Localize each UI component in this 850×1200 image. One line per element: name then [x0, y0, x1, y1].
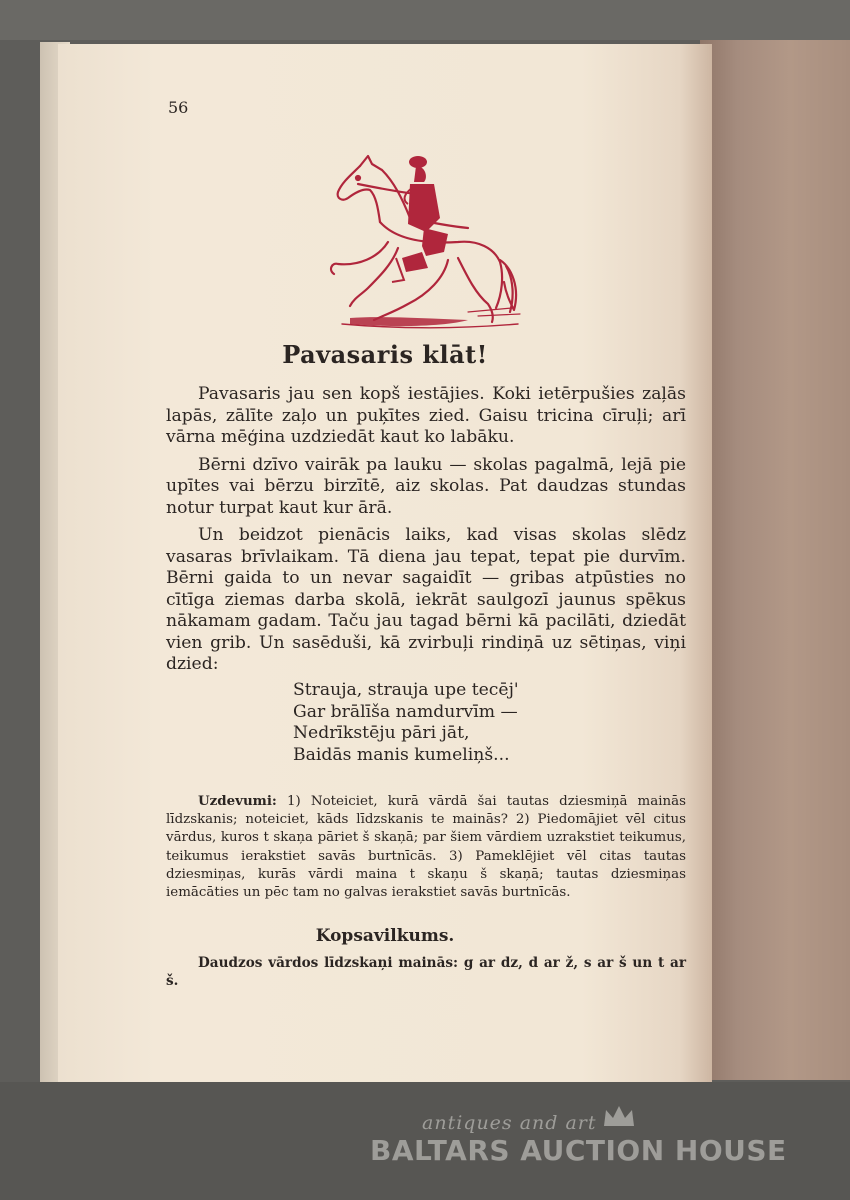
page-number: 56	[168, 98, 189, 117]
paragraph: Un beidzot pienācis laiks, kad visas skolas slēdz vasaras brīvlaikam. Tā diena jau tepat, tepat pie durvīm. Bērni gaida to un nevar sagaidīt — gribas atpūsties no cītīga ziemas darba skolā, iekrāt saulgozī jaunus spēkus nākamam gadam. Taču jau tagad bērni kā pacilāti, dziedāt vien grib. Un sasēduši, kā zvirbuļi rindiņā uz sētiņas, viņi dzied:	[166, 525, 686, 674]
verse-line: Gar brālīša namdurvīm —	[293, 701, 518, 722]
verse-line: Baidās manis kumeliņš...	[293, 744, 510, 765]
paragraph: Pavasaris jau sen kopš iestājies. Koki ietērpušies zaļās lapās, zālīte zaļo un puķītes zied. Gaisu tricina cīruļi; arī vārna mēģina uzdziedāt kaut ko labāku.	[166, 384, 686, 447]
page-title: Pavasaris klāt!	[282, 340, 488, 369]
auction-watermark	[370, 1112, 790, 1172]
horse-rider-illustration	[298, 148, 538, 338]
paragraph: Bērni dzīvo vairāk pa lauku — skolas pagalmā, lejā pie upītes vai bērzu birzītē, aiz skolas. Pat daudzas stundas notur turpat kaut kur ārā.	[166, 454, 686, 518]
next-page-edge	[700, 40, 850, 1080]
main-text	[166, 384, 686, 682]
scan-background-top	[0, 0, 850, 40]
exercises	[166, 792, 686, 902]
crown-icon	[602, 1104, 636, 1128]
watermark-brand: BALTARS AUCTION HOUSE	[370, 1134, 787, 1167]
summary-text: Daudzos vārdos līdzskaņi mainās: g ar dz, d ar ž, s ar š un t ar š.	[166, 955, 686, 990]
book-page	[58, 44, 712, 1082]
verse-line: Strauja, strauja upe tecēj'	[293, 680, 519, 700]
verse-line: Nedrīkstēju pāri jāt,	[293, 723, 470, 743]
exercises-label: Uzdevumi:	[198, 793, 277, 809]
folk-song-verse	[293, 680, 519, 766]
watermark-tagline: antiques and art	[422, 1112, 597, 1134]
summary-heading: Kopsavilkums.	[315, 926, 455, 946]
exercises-text: 1) Noteiciet, kurā vārdā šai tautas dziesmiņā mainās līdzskanis; noteiciet, kāds līdzskanis te mainās? 2) Piedomājiet vēl citus vārdus, kuros t skaņa pāriet š skaņā; par šiem vārdiem uzrakstiet teikumus, teikumus ierakstiet savās burtnīcās. 3) Pameklējiet vēl citas tautas dziesmiņas, kurās vārdi maina t skaņu š skaņā; tautas dziesmiņas iemācāties un pēc tam no galvas ierakstiet savās burtnīcās.	[166, 794, 686, 901]
